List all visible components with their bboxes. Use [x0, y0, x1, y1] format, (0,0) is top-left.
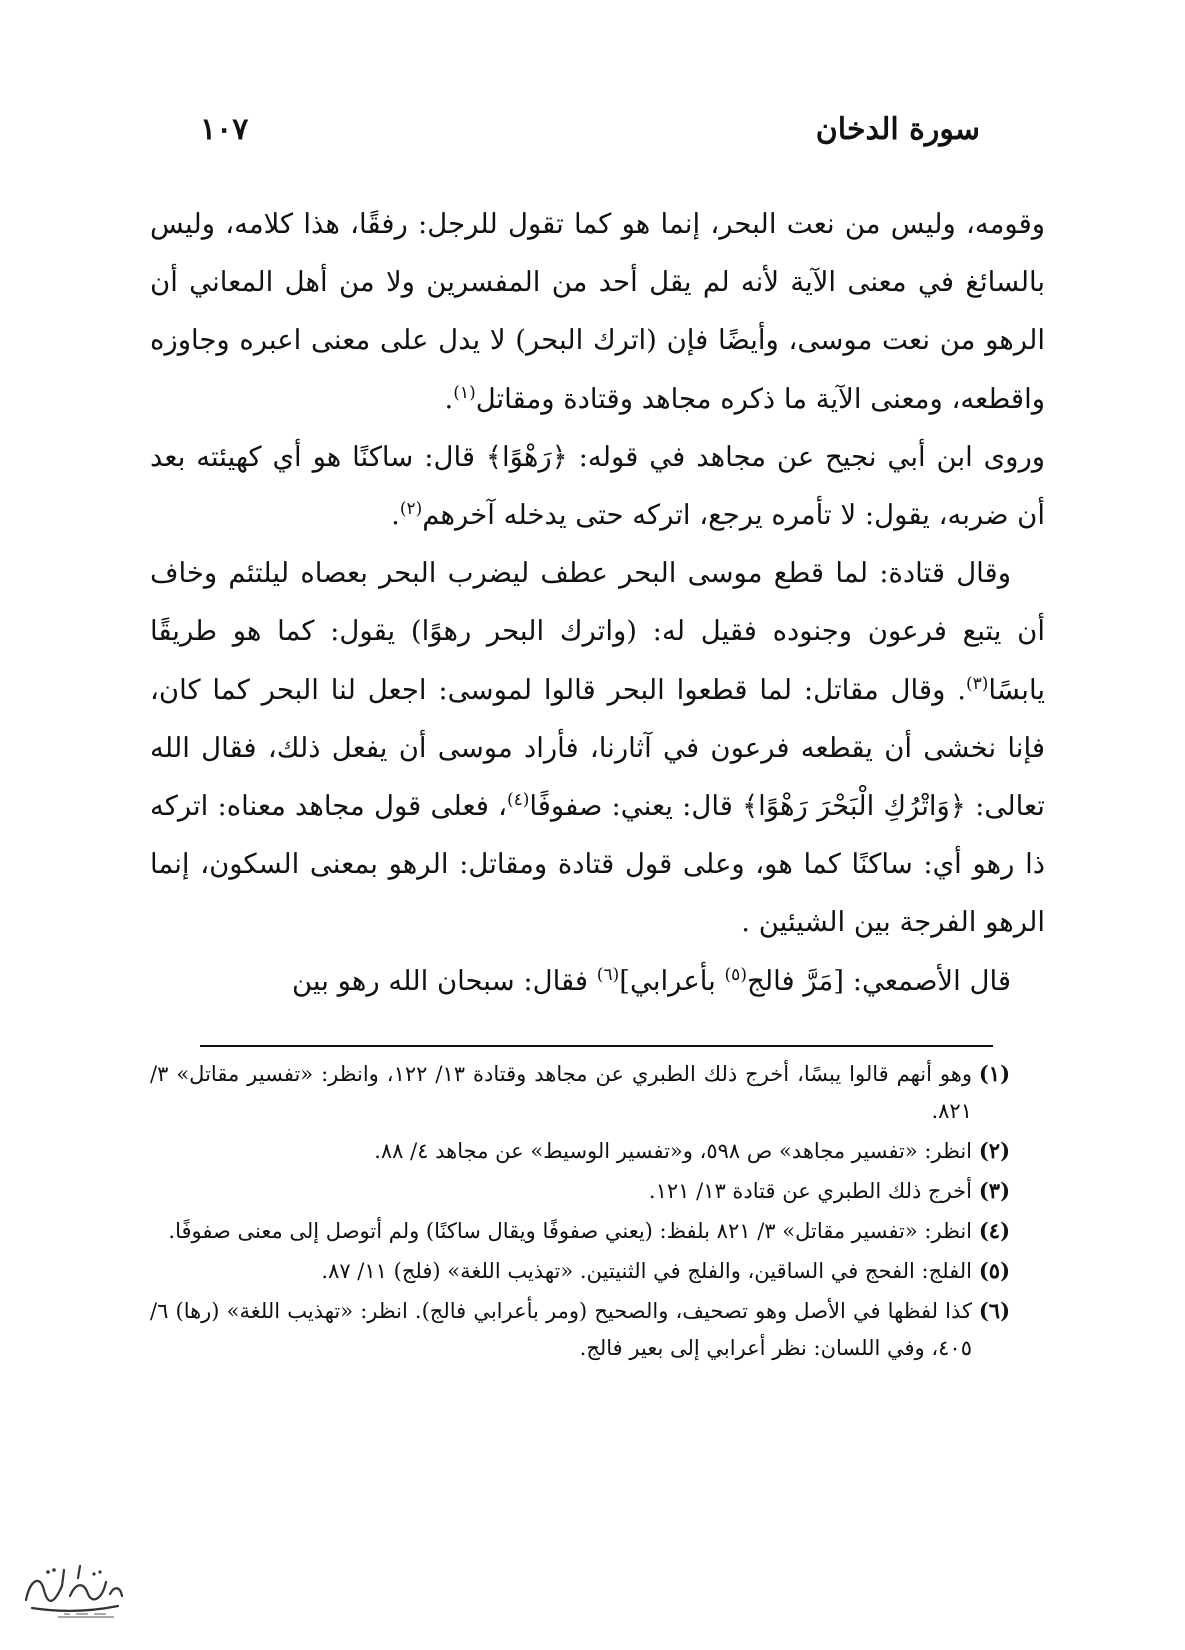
footnote-number: (١) [978, 1061, 1010, 1086]
footnote-6 [150, 1292, 1010, 1367]
footnote-text: انظر: «تفسير مقاتل» ٣/ ٨٢١ بلفظ: (يعني صفوفًا ويقال ساكنًا) ولم أتوصل إلى معنى صفوفًا. [168, 1219, 972, 1243]
footnote-number: (٥) [978, 1258, 1010, 1283]
paragraph-text: وقومه، وليس من نعت البحر، إنما هو كما تقول للرجل: رفقًا، هذا كلامه، وليس بالسائغ في معنى الآية لأنه لم يقل أحد من المفسرين ولا من أهل المعاني أن الرهو من نعت موسى، وأيضًا فإن (اترك البحر) لا يدل على معنى اعبره وجاوزه واقطعه، ومعنى الآية ما ذكره مجاهد وقتادة ومقاتل [150, 208, 1045, 415]
footnote-ref-3[interactable]: (٣) [965, 673, 989, 694]
paragraph-text: وروى ابن أبي نجيح عن مجاهد في قوله: [578, 440, 1046, 473]
page-header [200, 112, 980, 162]
footnote-ref-2[interactable]: (٢) [399, 498, 423, 519]
paragraph-text: . وقال مقاتل: لما قطعوا البحر قالوا لموسى: اجعل لنا البحر كما كان، فإنا نخشى أن يقطعه فرعون في آثارنا، فأراد موسى أن يفعل ذلك، فقال الله تعالى: [150, 673, 1045, 823]
page-number: ١٠٧ [200, 112, 249, 147]
paragraph-3 [150, 544, 1045, 951]
paragraph-text: قال الأصمعي: [مَرَّ فالج [746, 964, 1011, 997]
footnote-4 [150, 1212, 1010, 1250]
footnote-divider [200, 1045, 993, 1047]
paragraph-text: قال: ساكنًا هو أي كهيئته بعد أن ضربه، يقول: لا تأمره يرجع، اتركه حتى يدخله آخرهم [150, 440, 1045, 532]
footnote-number: (٣) [978, 1178, 1010, 1203]
footnote-3 [150, 1172, 1010, 1210]
footnote-number: (٦) [978, 1298, 1010, 1323]
footnote-number: (٤) [978, 1218, 1010, 1243]
footnote-2 [150, 1132, 1010, 1170]
paragraph-text: . [391, 499, 400, 532]
paragraph-text: بأعرابي] [619, 964, 716, 997]
footnote-ref-1[interactable]: (١) [453, 382, 476, 403]
quran-quote: ﴿وَاتْرُكِ الْبَحْرَ رَهْوًا﴾ [742, 790, 966, 823]
paragraph-1 [150, 195, 1045, 428]
footnote-5 [150, 1252, 1010, 1290]
paragraph-text: فقال: سبحان الله رهو بين [291, 964, 589, 997]
quran-quote: ﴿رَهْوًا﴾ [485, 440, 568, 473]
paragraph-text: وقال قتادة: لما قطع موسى البحر عطف ليضرب البحر بعصاه ليلتئم وخاف أن يتبع فرعون وجنوده فقيل له: (واترك البحر رهوًا) يقول: كما هو طريقًا يابسًا [150, 557, 1045, 706]
publisher-calligraphy-logo-icon [18, 1560, 128, 1622]
footnote-text: وهو أنهم قالوا يبسًا، أخرج ذلك الطبري عن مجاهد وقتادة ١٣/ ١٢٢، وانظر: «تفسير مقاتل» ٣/ ٨٢١. [150, 1062, 972, 1123]
paragraph-2 [150, 428, 1045, 544]
paragraph-text: . [444, 382, 454, 415]
footnote-text: الفلج: الفحج في الساقين، والفلج في الثنيتين. «تهذيب اللغة» (فلج) ١١/ ٨٧. [321, 1259, 972, 1283]
paragraph-text: قال: يعني: صفوفًا [529, 790, 733, 823]
footnote-ref-6[interactable]: (٦) [596, 964, 620, 985]
footnote-text: كذا لفظها في الأصل وهو تصحيف، والصحيح (ومر بأعرابي فالج). انظر: «تهذيب اللغة» (رها) ٦/ ٤٠٥، وفي اللسان: نظر أعرابي إلى بعير فالج. [150, 1299, 972, 1360]
footnote-text: أخرج ذلك الطبري عن قتادة ١٣/ ١٢١. [648, 1179, 972, 1203]
footnote-ref-4[interactable]: (٤) [506, 789, 530, 810]
paragraph-text: ، فعلى قول مجاهد معناه: اتركه ذا رهو أي: ساكنًا كما هو، وعلى قول قتادة ومقاتل: الرهو بمعنى السكون، إنما الرهو الفرجة بين الشيئين . [150, 790, 1045, 939]
footnote-number: (٢) [978, 1138, 1010, 1163]
main-text [150, 195, 1045, 1010]
footnote-ref-5[interactable]: (٥) [724, 964, 747, 985]
footnote-text: انظر: «تفسير مجاهد» ص ٥٩٨، و«تفسير الوسيط» عن مجاهد ٤/ ٨٨. [374, 1139, 972, 1163]
surah-title: سورة الدخان [815, 112, 980, 147]
footnotes [150, 1055, 1010, 1369]
footnote-1 [150, 1055, 1010, 1130]
paragraph-4 [150, 952, 1045, 1010]
